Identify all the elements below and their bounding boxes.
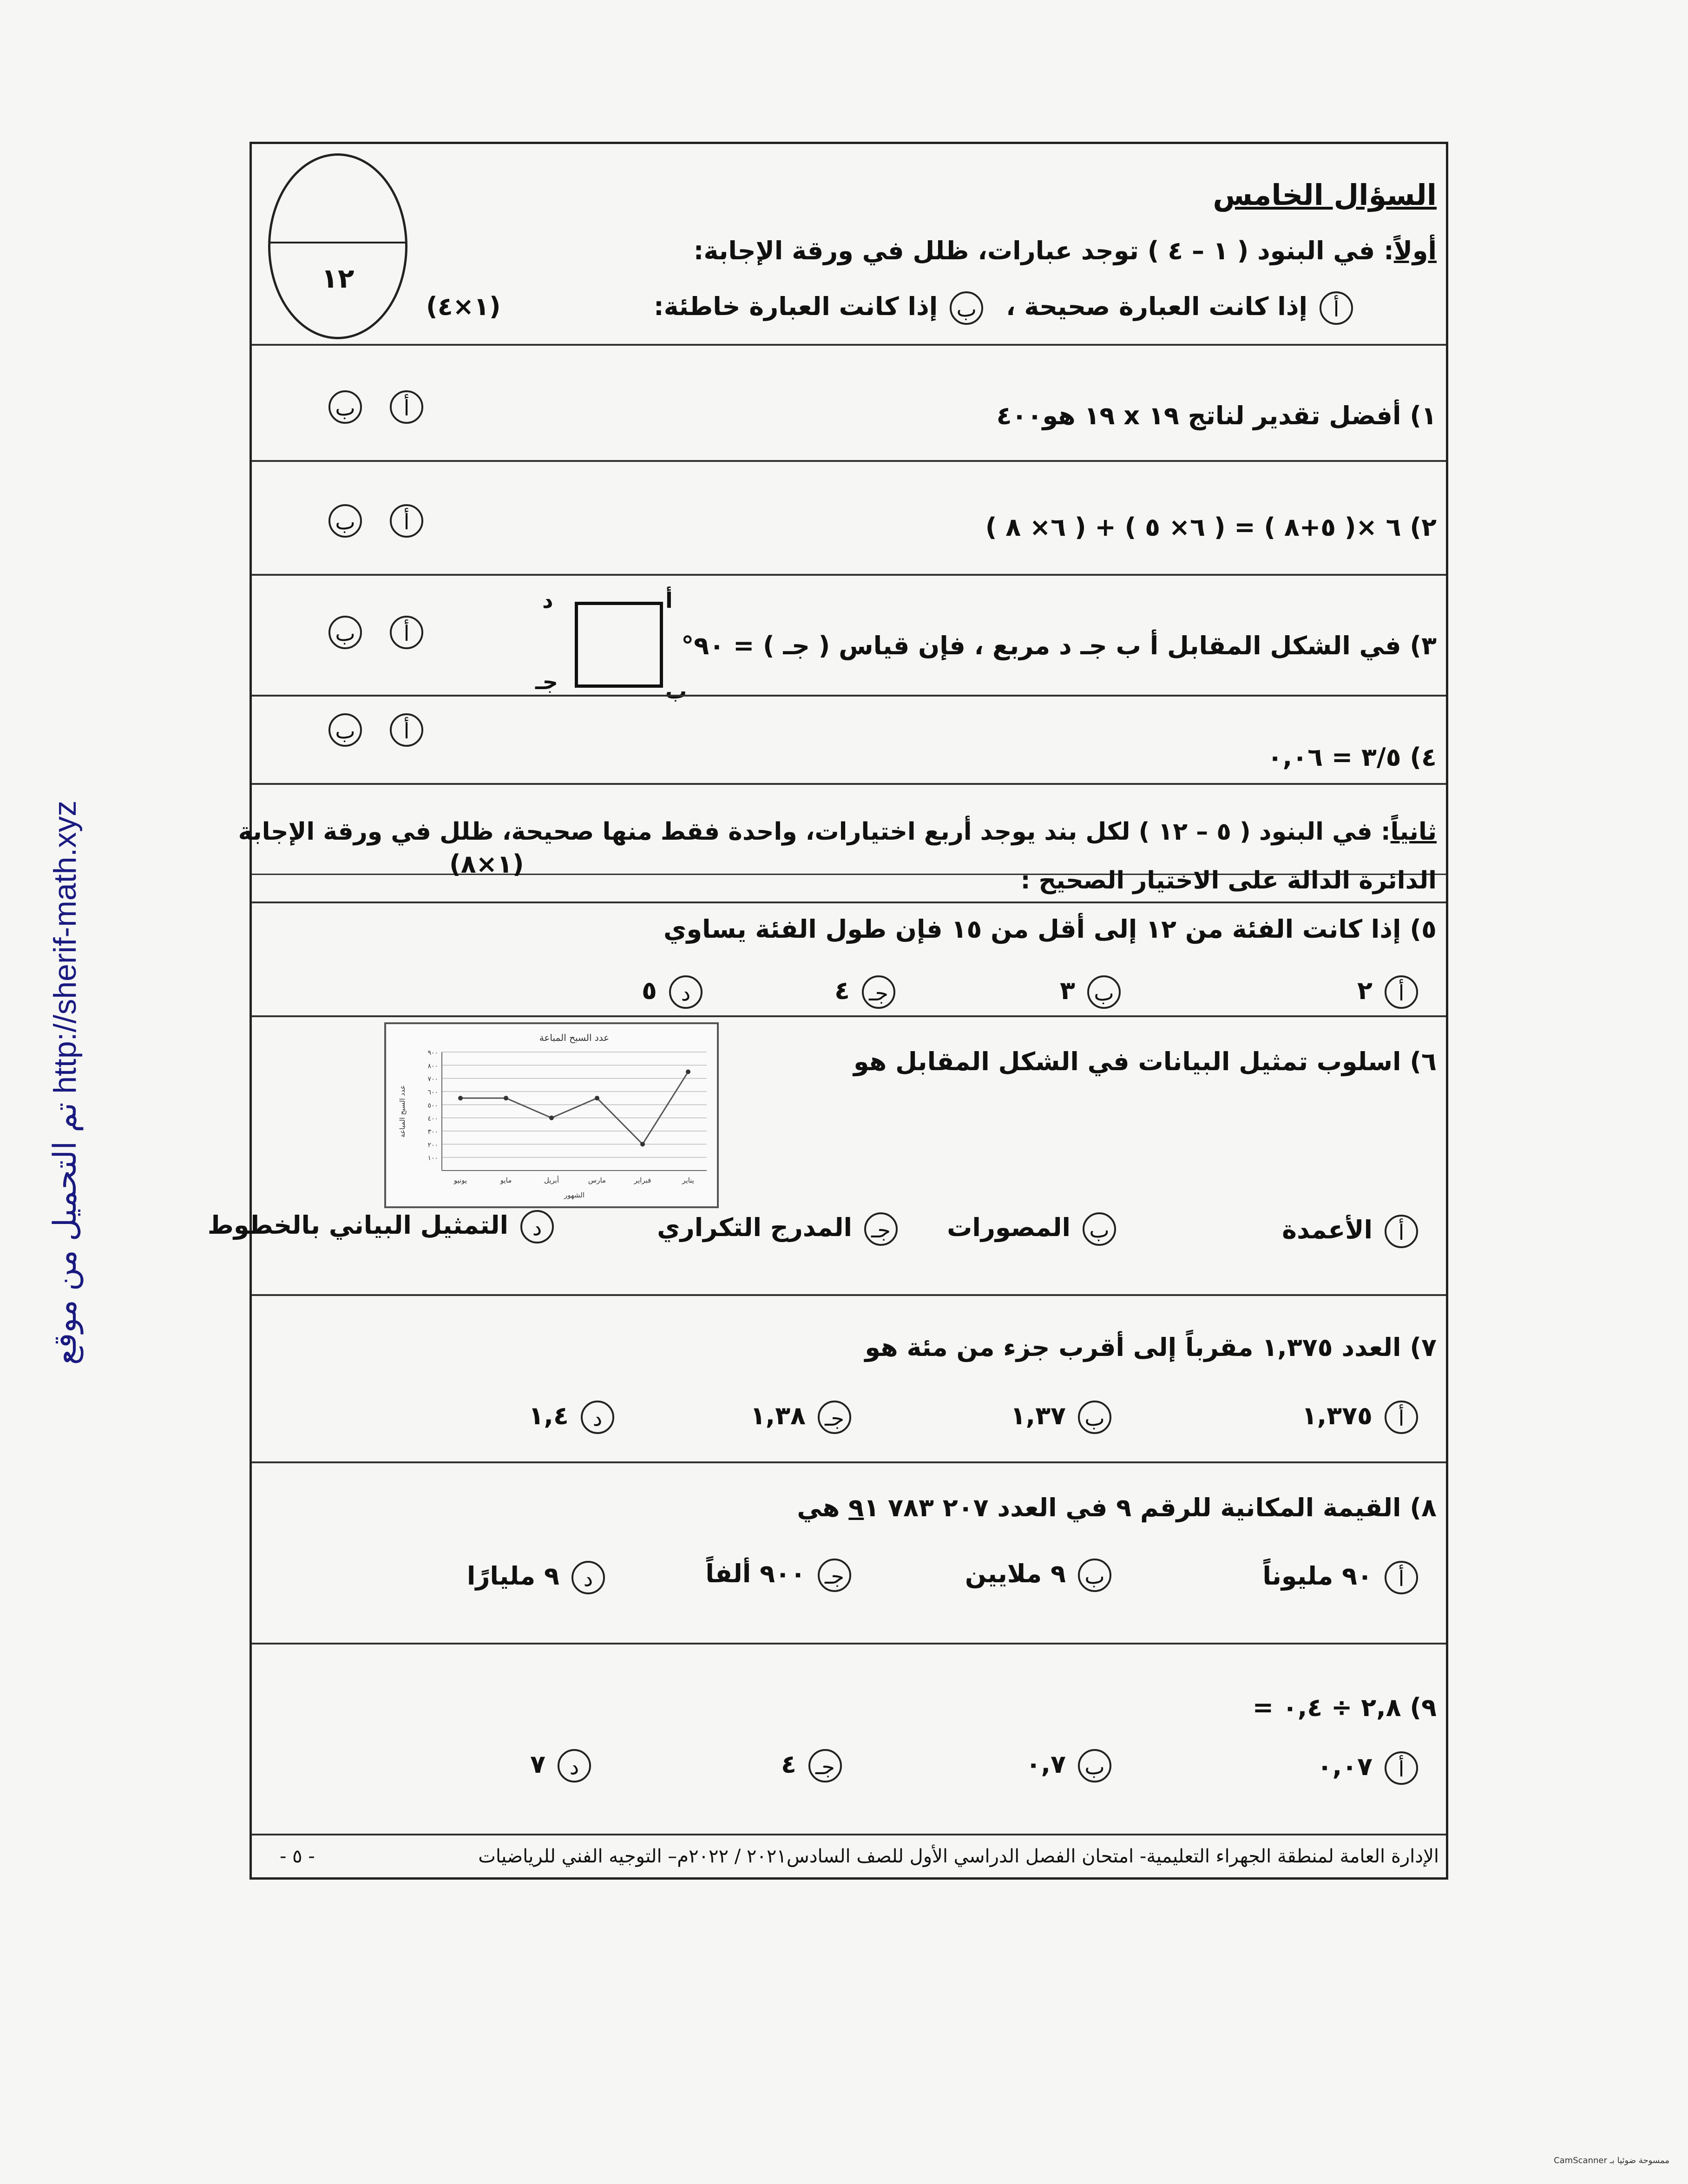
mc-item-9-option-b[interactable] bbox=[1026, 1745, 1111, 1784]
mc-item-5-text: ٥) إذا كانت الفئة من ١٢ إلى أقل من ١٥ فإن طول الفئة يساوي bbox=[663, 914, 1437, 944]
side-watermark-text: تم التحميل من موقع http://sherif-math.xyz bbox=[47, 800, 83, 1365]
score-divider bbox=[270, 242, 405, 243]
option-letter: ب bbox=[1087, 975, 1121, 1009]
false-legend-text: إذا كانت العبارة خاطئة: bbox=[654, 292, 938, 321]
score-circle bbox=[268, 153, 407, 339]
mc-item-7-option-c[interactable] bbox=[750, 1396, 851, 1435]
option-value: ٣ bbox=[1060, 976, 1075, 1005]
x-tick-label: يونيو bbox=[453, 1176, 467, 1184]
data-point bbox=[640, 1142, 645, 1146]
mc-item-7-text: ٧) العدد ١,٣٧٥ مقرباً إلى أقرب جزء من مئة هو bbox=[865, 1333, 1437, 1362]
tf-legend bbox=[654, 288, 1353, 325]
tf-item-3-text: ٣) في الشكل المقابل أ ب جـ د مربع ، فإن قياس ( جـ ) = ٩٠° bbox=[681, 631, 1437, 660]
true-letter-circle: أ bbox=[1320, 291, 1353, 325]
scanner-watermark: CamScanner ممسوحة ضوئيا بـ bbox=[1554, 2156, 1669, 2165]
corner-label-d: د bbox=[542, 588, 553, 613]
first-marks: (١×٤) bbox=[426, 292, 501, 321]
tf-item-1-options bbox=[301, 390, 423, 424]
mc-item-5-option-c[interactable] bbox=[834, 971, 895, 1010]
option-letter: أ bbox=[1385, 1751, 1418, 1785]
y-tick-label: ٣٠٠ bbox=[427, 1128, 438, 1136]
option-letter: ب bbox=[1078, 1401, 1111, 1434]
option-letter: أ bbox=[1385, 1401, 1418, 1434]
option-value: ٩ ملايين bbox=[965, 1559, 1066, 1588]
question-title: السؤال الخامس bbox=[1213, 178, 1437, 212]
tf-item-3-option-a[interactable]: أ bbox=[390, 616, 423, 649]
divider bbox=[252, 574, 1446, 576]
line-chart-svg bbox=[386, 1024, 717, 1206]
false-letter-circle: ب bbox=[950, 291, 983, 325]
data-point bbox=[595, 1096, 599, 1100]
second-label: ثانياً bbox=[1390, 818, 1437, 846]
score-value: ١٢ bbox=[321, 263, 355, 294]
option-value: ٠,٠٧ bbox=[1317, 1752, 1373, 1781]
first-instruction-row: أولاً: في البنود ( ١ – ٤ ) توجد عبارات، ظلل في ورقة الإجابة: bbox=[693, 236, 1437, 265]
mc-item-6-option-d[interactable] bbox=[208, 1206, 554, 1245]
mc-item-6-option-a[interactable] bbox=[1282, 1210, 1418, 1250]
divider bbox=[252, 460, 1446, 462]
mc-item-8-option-c[interactable] bbox=[705, 1554, 851, 1593]
y-tick-label: ٢٠٠ bbox=[427, 1141, 438, 1149]
divider bbox=[252, 1015, 1446, 1017]
chart-title: عدد السبح المباعة bbox=[539, 1032, 610, 1043]
option-value: ١,٣٧ bbox=[1010, 1401, 1066, 1430]
option-value: الأعمدة bbox=[1282, 1215, 1373, 1244]
data-point bbox=[504, 1096, 508, 1100]
tf-item-4-option-a[interactable]: أ bbox=[390, 713, 423, 747]
option-value: ٩٠٠ ألفاً bbox=[705, 1559, 806, 1588]
mc-item-8-text-part: ١ هي bbox=[797, 1493, 880, 1522]
option-letter: جـ bbox=[818, 1401, 851, 1434]
option-letter: جـ bbox=[862, 975, 895, 1009]
exam-frame bbox=[207, 142, 1448, 1880]
option-value: ٤ bbox=[781, 1750, 796, 1779]
page-footer bbox=[252, 1834, 1446, 1877]
option-value: المصورات bbox=[947, 1213, 1071, 1242]
mc-item-9-option-a[interactable] bbox=[1317, 1747, 1418, 1786]
y-tick-label: ٤٠٠ bbox=[427, 1115, 438, 1123]
divider bbox=[252, 1461, 1446, 1463]
second-instruction-2: الدائرة الدالة على الاختيار الصحيح : bbox=[1020, 867, 1437, 895]
option-letter: ب bbox=[1078, 1749, 1111, 1783]
square-figure bbox=[575, 602, 663, 688]
mc-item-9-option-c[interactable] bbox=[781, 1745, 842, 1784]
x-tick-label: أبريل bbox=[544, 1176, 559, 1184]
first-instruction: في البنود ( ١ – ٤ ) توجد عبارات، ظلل في ورقة الإجابة: bbox=[693, 236, 1375, 265]
second-instruction: : في البنود ( ٥ – ١٢ ) لكل بند يوجد أربع اختيارات، واحدة فقط منها صحيحة، ظلل في ورقة الإجابة bbox=[238, 818, 1391, 846]
tf-item-4-text: ٤) ٣/٥ = ٠,٠٦ bbox=[1267, 743, 1437, 772]
page-number: - ٥ - bbox=[280, 1846, 315, 1867]
tf-item-4-option-b[interactable]: ب bbox=[328, 713, 362, 747]
option-value: التمثيل البياني بالخطوط bbox=[207, 1210, 508, 1240]
y-tick-label: ٨٠٠ bbox=[427, 1062, 438, 1070]
divider bbox=[252, 695, 1446, 697]
option-value: ١,٤ bbox=[528, 1401, 569, 1430]
x-tick-label: مايو bbox=[500, 1176, 512, 1184]
option-letter: جـ bbox=[864, 1212, 898, 1246]
corner-label-b: ب bbox=[665, 678, 687, 704]
mc-item-9-option-d[interactable] bbox=[530, 1745, 591, 1784]
tf-item-2-option-a[interactable]: أ bbox=[390, 504, 423, 538]
y-tick-label: ٧٠٠ bbox=[427, 1075, 438, 1083]
option-value: ١,٣٨ bbox=[750, 1401, 806, 1430]
y-axis-label: عدد السبح المباعة bbox=[398, 1085, 407, 1138]
option-letter: ب bbox=[1083, 1212, 1116, 1246]
divider bbox=[252, 1294, 1446, 1296]
first-label: أولاً bbox=[1393, 236, 1437, 265]
tf-item-4-options bbox=[301, 713, 423, 747]
mc-item-7-option-b[interactable] bbox=[1011, 1396, 1111, 1435]
mc-item-8-text bbox=[797, 1489, 1437, 1526]
mc-item-6-option-c[interactable] bbox=[657, 1208, 898, 1247]
option-letter: د bbox=[558, 1749, 591, 1783]
divider bbox=[252, 901, 1446, 903]
option-letter: د bbox=[571, 1561, 605, 1594]
option-value: ٢ bbox=[1357, 976, 1373, 1005]
option-value: ٩ مليارًا bbox=[466, 1561, 559, 1591]
x-tick-label: مارس bbox=[588, 1176, 606, 1184]
data-point bbox=[549, 1116, 554, 1120]
mc-item-8-option-a[interactable] bbox=[1262, 1557, 1418, 1596]
tf-item-2-text: ٢) ٦ ×( ٥+٨ ) = ( ٦× ٥ ) + ( ٦× ٨ ) bbox=[985, 513, 1437, 542]
mc-item-8-underlined-digit: ٩ bbox=[848, 1493, 864, 1522]
corner-label-a: أ bbox=[665, 588, 673, 613]
second-marks: (١×٨) bbox=[449, 849, 524, 879]
option-letter: د bbox=[581, 1401, 614, 1434]
option-letter: د bbox=[669, 975, 703, 1009]
data-point bbox=[686, 1070, 690, 1074]
tf-item-2-option-b[interactable]: ب bbox=[328, 504, 362, 538]
option-letter: جـ bbox=[808, 1749, 842, 1783]
x-tick-label: يناير bbox=[682, 1176, 694, 1184]
option-letter: أ bbox=[1385, 1561, 1418, 1594]
tf-item-1-option-a[interactable]: أ bbox=[390, 390, 423, 424]
option-value: ١,٣٧٥ bbox=[1301, 1401, 1373, 1430]
tf-item-1-text: ١) أفضل تقدير لناتج ١٩ x ١٩ هو٤٠٠ bbox=[996, 401, 1437, 430]
mc-item-5-option-d[interactable] bbox=[642, 971, 703, 1010]
x-tick-label: فبراير bbox=[634, 1176, 651, 1184]
option-value: ٤ bbox=[834, 976, 850, 1005]
x-axis-label: الشهور bbox=[564, 1191, 585, 1199]
y-tick-label: ١٠٠ bbox=[427, 1154, 438, 1162]
option-value: المدرج التكراري bbox=[657, 1213, 852, 1242]
mc-item-5-option-a[interactable] bbox=[1357, 971, 1418, 1010]
option-letter: د bbox=[520, 1210, 554, 1243]
true-legend-text: إذا كانت العبارة صحيحة ، bbox=[1006, 292, 1307, 321]
tf-item-2-options bbox=[301, 504, 423, 538]
option-value: ٥ bbox=[642, 976, 657, 1005]
option-letter: أ bbox=[1385, 1215, 1418, 1248]
option-letter: أ bbox=[1385, 975, 1418, 1009]
mc-item-6-text: ٦) اسلوب تمثيل البيانات في الشكل المقابل هو bbox=[854, 1047, 1437, 1076]
side-watermark bbox=[14, 781, 116, 1431]
option-value: ٠,٧ bbox=[1025, 1750, 1066, 1779]
mc-item-8-option-d[interactable] bbox=[467, 1557, 605, 1596]
mc-item-5-option-b[interactable] bbox=[1060, 971, 1121, 1010]
option-letter: ب bbox=[1078, 1559, 1111, 1592]
mc-item-6-option-b[interactable] bbox=[947, 1208, 1116, 1247]
mc-item-8-option-b[interactable] bbox=[965, 1554, 1111, 1593]
mc-item-7-option-a[interactable] bbox=[1302, 1396, 1418, 1435]
data-point bbox=[458, 1096, 463, 1100]
mc-item-9-text: ٩) ٢,٨ ÷ ٠,٤ = bbox=[1252, 1693, 1437, 1722]
tf-item-1-option-b[interactable]: ب bbox=[328, 390, 362, 424]
y-tick-label: ٦٠٠ bbox=[427, 1089, 438, 1096]
y-tick-label: ٥٠٠ bbox=[427, 1102, 438, 1110]
divider bbox=[252, 344, 1446, 346]
line-chart bbox=[384, 1022, 719, 1208]
divider bbox=[252, 1643, 1446, 1645]
mc-item-8-text-part: ٨) القيمة المكانية للرقم ٩ في العدد ٢٠٧ ٧٨٣ bbox=[879, 1493, 1437, 1522]
series-line bbox=[460, 1072, 688, 1145]
mc-item-7-option-d[interactable] bbox=[529, 1396, 614, 1435]
divider bbox=[252, 783, 1446, 785]
footer-text: الإدارة العامة لمنطقة الجهراء التعليمية- امتحان الفصل الدراسي الأول للصف السادس٢٠٢١ / ٢٠٢٢م– التوجيه الفني للرياضيات bbox=[478, 1846, 1439, 1867]
y-tick-label: ٩٠٠ bbox=[427, 1049, 438, 1057]
option-value: ٧ bbox=[530, 1750, 545, 1779]
tf-item-3-options bbox=[301, 616, 423, 649]
second-instruction-row bbox=[238, 813, 1437, 850]
option-letter: جـ bbox=[818, 1559, 851, 1592]
option-value: ٩٠ مليوناً bbox=[1262, 1561, 1373, 1591]
tf-item-3-option-b[interactable]: ب bbox=[328, 616, 362, 649]
corner-label-c: جـ bbox=[535, 669, 558, 694]
